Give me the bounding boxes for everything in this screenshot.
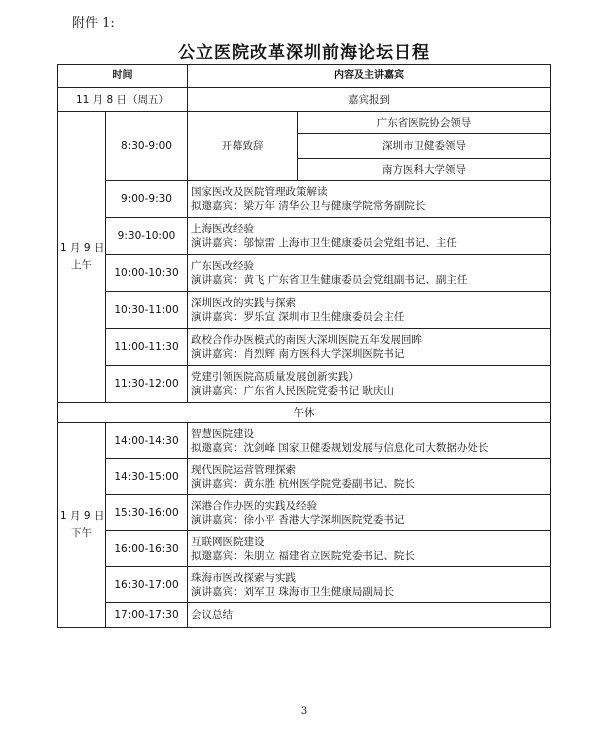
- closing-time: 17:00-17:30: [106, 603, 188, 628]
- session-speaker: 演讲嘉宾：罗乐宣 深圳市卫生健康委员会主任: [191, 311, 405, 323]
- afternoon-date: 1 月 9 日: [60, 510, 105, 522]
- schedule-table: [57, 64, 551, 628]
- table-row: [58, 329, 551, 366]
- session-time: 9:00-9:30: [106, 181, 188, 218]
- table-row: [58, 218, 551, 255]
- session-topic: 国家医改及医院管理政策解读: [191, 186, 328, 198]
- table-row: [58, 495, 551, 531]
- session-content: [188, 329, 551, 366]
- opening-speaker: 南方医科大学领导: [298, 159, 551, 181]
- session-topic: 上海医改经验: [191, 223, 254, 235]
- table-row: [58, 366, 551, 403]
- table-row: [58, 603, 551, 628]
- session-content: [188, 531, 551, 567]
- table-row: [58, 292, 551, 329]
- session-topic: 党建引领医院高质量发展创新实践）: [191, 371, 359, 383]
- session-time: 16:00-16:30: [106, 531, 188, 567]
- session-topic: 现代医院运营管理探索: [191, 463, 296, 476]
- table-row: [58, 531, 551, 567]
- session-content: [188, 567, 551, 603]
- table-row: [58, 112, 551, 134]
- nov8-date: 11 月 8 日（周五）: [58, 88, 188, 112]
- afternoon-period: 下午: [71, 527, 92, 539]
- session-topic: 政校合作办医模式的南医大深圳医院五年发展回眸: [191, 334, 422, 346]
- table-row: [58, 255, 551, 292]
- session-time: 9:30-10:00: [106, 218, 188, 255]
- session-speaker: 拟邀嘉宾：沈剑峰 国家卫健委规划发展与信息化司大数据办处长: [191, 441, 489, 454]
- session-time: 15:30-16:00: [106, 495, 188, 531]
- header-time: 时间: [58, 65, 188, 88]
- session-speaker: 演讲嘉宾：肖烈辉 南方医科大学深圳医院书记: [191, 348, 405, 360]
- session-time: 10:00-10:30: [106, 255, 188, 292]
- table-row: [58, 88, 551, 112]
- header-content: 内容及主讲嘉宾: [188, 65, 551, 88]
- session-speaker: 演讲嘉宾：徐小平 香港大学深圳医院党委书记: [191, 513, 405, 526]
- session-content: [188, 255, 551, 292]
- session-topic: 互联网医院建设: [191, 535, 265, 548]
- session-content: [188, 292, 551, 329]
- session-speaker: 演讲嘉宾：黄飞 广东省卫生健康委员会党组副书记、副主任: [191, 274, 468, 286]
- table-row: [58, 459, 551, 495]
- page-number: 3: [300, 706, 308, 717]
- opening-speaker: 广东省医院协会领导: [298, 112, 551, 134]
- session-topic: 智慧医院建设: [191, 427, 254, 440]
- session-topic: 广东医改经验: [191, 260, 254, 272]
- session-speaker: 演讲嘉宾：广东省人民医院党委书记 耿庆山: [191, 385, 394, 397]
- session-topic: 深圳医改的实践与探索: [191, 297, 296, 309]
- morning-day-label: [58, 112, 106, 403]
- table-row: [58, 181, 551, 218]
- lunch-break: 午休: [58, 403, 551, 423]
- session-speaker: 演讲嘉宾：邬惊雷 上海市卫生健康委员会党组书记、主任: [191, 237, 457, 249]
- nov8-event: 嘉宾报到: [188, 88, 551, 112]
- opening-title: 开幕致辞: [188, 112, 298, 181]
- table-row: [58, 403, 551, 423]
- session-speaker: 演讲嘉宾：刘军卫 珠海市卫生健康局副局长: [191, 585, 394, 598]
- session-topic: 珠海市医改探索与实践: [191, 571, 296, 584]
- session-content: [188, 218, 551, 255]
- session-time: 16:30-17:00: [106, 567, 188, 603]
- session-content: [188, 423, 551, 459]
- closing-topic: 会议总结: [188, 603, 551, 628]
- session-content: [188, 495, 551, 531]
- session-time: 10:30-11:00: [106, 292, 188, 329]
- session-speaker: 拟邀嘉宾：朱朋立 福建省立医院党委书记、院长: [191, 549, 415, 562]
- document-title: 公立医院改革深圳前海论坛日程: [178, 43, 430, 63]
- session-speaker: 演讲嘉宾：黄东胜 杭州医学院党委副书记、院长: [191, 477, 415, 490]
- session-time: 14:30-15:00: [106, 459, 188, 495]
- opening-speaker: 深圳市卫健委领导: [298, 134, 551, 159]
- morning-date: 1 月 9 日: [60, 242, 105, 254]
- session-content: [188, 459, 551, 495]
- table-row: [58, 567, 551, 603]
- table-row: [58, 423, 551, 459]
- afternoon-day-label: [58, 423, 106, 628]
- opening-time: 8:30-9:00: [106, 112, 188, 181]
- session-content: [188, 181, 551, 218]
- session-time: 14:00-14:30: [106, 423, 188, 459]
- session-speaker: 拟邀嘉宾：梁万年 清华公卫与健康学院常务副院长: [191, 200, 426, 212]
- session-time: 11:30-12:00: [106, 366, 188, 403]
- session-topic: 深港合作办医的实践及经验: [191, 499, 317, 512]
- session-content: [188, 366, 551, 403]
- attachment-label: 附件 1:: [72, 16, 115, 31]
- morning-period: 上午: [71, 259, 92, 271]
- session-time: 11:00-11:30: [106, 329, 188, 366]
- table-header-row: [58, 65, 551, 88]
